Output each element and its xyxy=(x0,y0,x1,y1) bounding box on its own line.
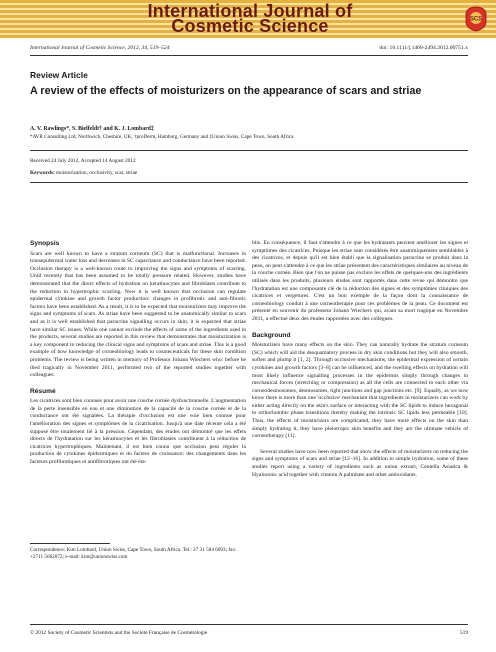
received-accepted-dates: Received 24 July 2012, Accepted 14 August 2012 xyxy=(30,158,136,164)
article-type: Review Article xyxy=(30,70,88,80)
journal-title-line2: Cosmetic Science xyxy=(171,16,329,36)
affiliations: *AVR Consulting Ltd, Northwich, Cheshire, UK, †proDerm, Hamburg, Germany and ‡Union Swiss, Cape Town, South Africa xyxy=(30,134,294,140)
resume-heading: Résumé xyxy=(30,387,56,395)
left-column xyxy=(30,240,246,475)
keywords-label: Keywords: xyxy=(30,170,55,176)
footer-rule xyxy=(30,624,468,625)
journal-masthead xyxy=(0,0,496,38)
scs-logo xyxy=(464,6,488,32)
page-footer xyxy=(30,630,468,636)
background-heading: Background xyxy=(252,331,291,339)
meta-rule xyxy=(30,150,468,151)
correspondence: Correspondence: Kim Lombard, Union Swiss, Cape Town, South Africa. Tel.: 27 31 584 6093; fax: +2711 5662072; e-mail: kim@unionswiss.com xyxy=(30,547,237,560)
journal-citation: International Journal of Cosmetic Science, 2012, 34, 519–524 xyxy=(30,45,170,51)
doi: doi: 10.1111/j.1468-2494.2012.00751.x xyxy=(379,45,468,51)
authors: A. V. Rawlings*, S. Bielfeldt† and K. J. Lombard‡ xyxy=(30,126,154,132)
article-title: A review of the effects of moisturizers on the appearance of scars and striae xyxy=(30,85,422,97)
keywords-line xyxy=(30,170,137,176)
copyright: © 2012 Society of Cosmetic Scientists and the Société Française de Cosmétologie xyxy=(30,630,208,636)
journal-title xyxy=(100,1,400,36)
synopsis-heading: Synopsis xyxy=(30,240,60,247)
running-head xyxy=(30,45,468,51)
journal-title-line1: International Journal of xyxy=(147,1,353,21)
header-rule xyxy=(30,55,468,56)
keywords-rule xyxy=(30,182,468,183)
page-number: 519 xyxy=(459,630,468,636)
keywords-list: moisturization, occlusivity, scar, striae xyxy=(56,170,138,176)
right-column xyxy=(252,240,468,487)
background-paragraph-2: Several studies have now been reported that show the effects of moisturizers on reducing the signs and symptoms of scars and striae [12–16]. In addition to simple hydration, some of these studies report using a variety of ingredients such as onion extract, Centella Asiatica & Hyaluronic acid together with vitamin A palmitate and other antioxidants. xyxy=(252,448,468,478)
resume-continuation: blis. En conséquence, il faut s'attendre à ce que les hydratants peuvent améliorer les signes et symptômes des cicatrices. Puisque les striae sont considérés être anatomiquement semblables à des cicatrices, et depuis qu'il est bien établi que la signalisation paracrine se produit dans la peau, on peut s'attendre à ce que les striae présentent des caractéristiques similaires au niveau de la couche cornée. Bien que l'on ne puisse pas exclure les effets de quelques-uns des ingrédients utilisés dans les produits, plusieurs études sont rapportés dans cette revue qui démontre que l'hydratation est une composante clé de la réduction des signes et des symptômes cliniques des cicatrices et vergetures. C'est un bon exemple de la façon dont la connaissance de corneobiology conduit à une corneotherapie pour ces problèmes de la peau. Ce document est présenté en souvenir du professeur Johann Wiechers qui, avant sa mort tragique en Novembre 2011, a effectué deux des études rapportées avec des collègues. xyxy=(252,240,468,322)
svg-text:SCS: SCS xyxy=(469,16,483,23)
resume-text: Les cicatrices sont bien connues pour avoir une couche cornée dysfonctionnelle. L'augmentation de la perte insensible en eau et une diminution de la capacité de la couche cornée et de la conductance ont été signalées. La thérapie d'occlusion est une voie bien connue pour l'amélioration des signes et symptômes de la cicatrisation. Jusqu'à une date récente cela a été supposé être totalement lié à la pression. Cependant, des études ont démontré que les effets directs de l'hydratation sur les kératinocytes et les fibroblastes contribuent à la réduction de cicatrices hypertrophiques. Maintenant, il est bien connu que occlusion peut réguler la production de cytokines épidermiques et du facteur de croissance: des changements dans les facteurs profibrotiques et antifibrotiques ont été éta- xyxy=(30,398,246,466)
synopsis-text: Scars are well known to have a stratum corneum (SC) that is malfunctional. Increases in transepidermal water loss and decreases in SC capacitance and conductance have been reported. Occlusion therapy is a well-known route to improving the signs and symptoms of scarring. Until recently that has been assumed to be totally pressure related. However, studies have demonstrated that the direct effects of hydration on keratinocytes and fibroblasts contribute to the reduction in hypertrophic scarring. Now it is well known that occlusion can regulate epidermal cytokine and growth factor production: changes in profibrotic and anti-fibrotic factors have been established. As a result, it is to be expected that moisturizers may improve the signs and symptoms of scars. As striae have been suggested to be anatomically similar to scars and as it is well established that paracrine signalling occurs in skin, it is expected that striae have similar SC issues. While one cannot exclude the effects of some of the ingredients used in the products, several studies are reported in this review that demonstrates that moisturization is a key component to reducing the clinical signs and symptoms of scars and striae. This is a good example of how knowledge of corneobiology leads to cosmeceuticals for these skin condition problems. The review is being written in memory of Professor Johann Wiechers who: before he died tragically in November 2011, performed two of the reported studies together with colleagues. xyxy=(30,250,246,379)
correspondence-rule xyxy=(30,543,110,544)
background-paragraph-1: Moisturizers have many effects on the skin. They can naturally hydrate the stratum corneum (SC) which will aid the desquamatory process in dry skin conditions but they will also smooth, soften and plump it [1, 2]. Through occlusive mechanisms, the epidermal expression of certain cytokines and growth factors [3–8] can be influenced, and the swelling effects on hydration will most likely influence signalling processes in the epidermis simply through changes in mechanical forces (stretching or compression) as all the cells are connected to each other via corneodesmosomes, desmosomes, tight junctions and gap junctions etc. [9]. Equally, as we now know there is more than one 'occlusive' mechanism that ingredients in moisturizers can work by either acting directly on the skin's surface or interacting with the SC lipids to induce hexagonal to orthorhombic phase transitions thereby making the intrinsic SC lipids less permeable [10]. Thus, the effects of moisturizers are complicated, they have more effects on the skin than simply hydrating it, they have pleiotropic skin benefits and they are the ultimate vehicle of corneotherapy [11]. xyxy=(252,342,468,440)
